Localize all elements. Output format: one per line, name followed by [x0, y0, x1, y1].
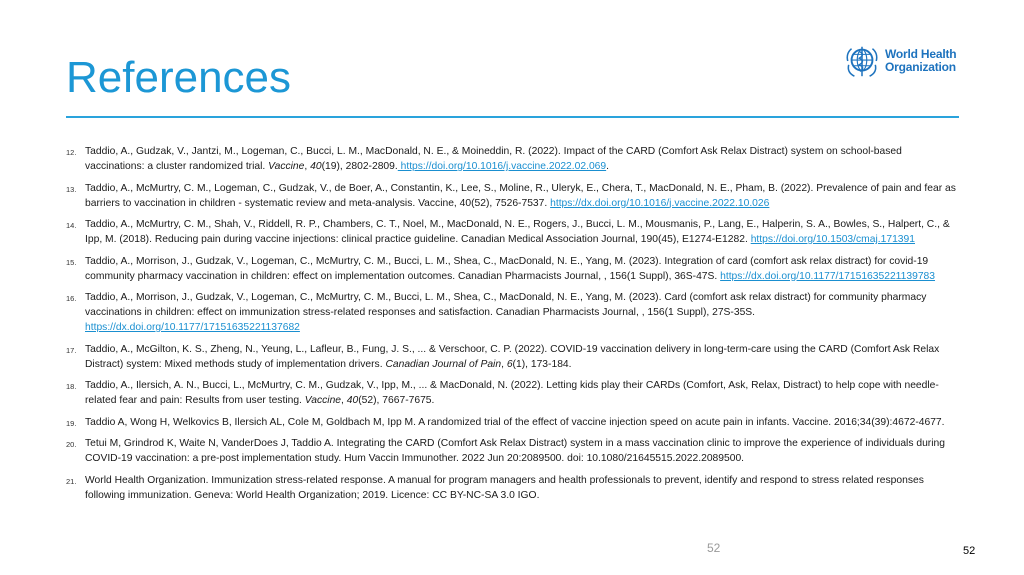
reference-number: 20. — [66, 440, 77, 449]
reference-volume: 6 — [506, 358, 513, 370]
page-title: References — [66, 53, 292, 102]
reference-volume: 40 — [310, 161, 322, 172]
who-emblem-icon — [843, 42, 881, 80]
reference-item — [66, 473, 958, 503]
reference-journal: Vaccine — [304, 395, 342, 406]
reference-number: 17. — [66, 345, 77, 355]
reference-number: 12. — [66, 148, 77, 157]
logo-line-2: Organization — [885, 60, 956, 74]
reference-doi-link[interactable]: https://dx.doi.org/10.1177/17151635221137682 — [85, 322, 300, 333]
reference-item — [66, 290, 958, 335]
reference-separator: , — [341, 395, 347, 406]
reference-number: 15. — [66, 257, 77, 267]
reference-list — [66, 144, 958, 509]
reference-journal: Canadian Journal of Pain — [385, 358, 502, 370]
reference-text: Tetui M, Grindrod K, Waite N, VanderDoes J, Taddio A. Integrating the CARD (Comfort Ask Relax Distract) system in a mass vaccination clinic to improve the experience of individuals during COVID-19 vaccination: a pre-post implementation study. Hum Vaccin Immunother. 2022 Jun 20:2089500. doi: 10.1080/21645515.2022.2089500. — [85, 438, 945, 464]
reference-separator: , — [304, 161, 311, 172]
reference-text: Taddio, A., Ilersich, A. N., Bucci, L., McMurtry, C. M., Gudzak, V., Ipp, M., ... & MacDonald, N. (2022). Letting kids play their CARDs (Comfort, Ask, Relax, Distract) to help cope with needle-related fear and pain: Results from user testing. — [85, 380, 939, 406]
reference-text: Taddio A, Wong H, Welkovics B, Ilersich AL, Cole M, Goldbach M, Ipp M. A randomized trial of the effect of vaccine injection speed on acute pain in infants. Vaccine. 2016;34(39):4672-4677. — [85, 416, 945, 428]
reference-text: World Health Organization. Immunization stress-related response. A manual for program managers and health professionals to prevent, identify and respond to stress related responses following immunization. Geneva: World Health Organization; 2019. Licence: CC BY-NC-SA 3.0 IGO. — [85, 474, 924, 501]
reference-number: 18. — [66, 382, 77, 391]
reference-pages: (1), 173-184. — [512, 358, 572, 370]
reference-item — [66, 254, 958, 284]
reference-end: . — [606, 161, 610, 172]
reference-text: Taddio, A., McMurtry, C. M., Logeman, C., Gudzak, V., de Boer, A., Constantin, K., Lee, S., Moline, R., Uleryk, E., Chera, T., MacDonald, N. E., Pham, B. (2022). Prevalence of pain and fear as barriers to vaccination in children - systematic review and meta-analysis. Vaccine, 40(52), 7526-7537. — [85, 182, 956, 209]
reference-journal: Vaccine — [268, 161, 305, 172]
reference-number: 16. — [66, 294, 77, 303]
reference-pages: (19), 2802-2809. — [321, 161, 398, 172]
reference-text: Taddio, A., Morrison, J., Gudzak, V., Logeman, C., McMurtry, C. M., Bucci, L. M., Shea, C., MacDonald, N. E., Yang, M. (2023). Card (comfort ask relax distract) for community pharmacy vaccinations in children: effect on immunization stress-related responses and satisfaction. Canadian Pharmacists Journal, , 156(1 Suppl), 27S-35S. — [85, 292, 927, 318]
reference-item — [66, 436, 958, 466]
reference-text: Taddio, A., McMurtry, C. M., Shah, V., Riddell, R. P., Chambers, C. T., Noel, M., MacDonald, N. E., Rogers, J., Bucci, L. M., Mousmanis, P., Lang, E., Halperin, S. A., Bowles, S., Halpert, C., & Ipp, M. (2018). Reducing pain during vaccine injections: clinical practice guideline. Canadian Medical Association Journal, 190(45), E1274-E1282. — [85, 219, 950, 245]
logo-line-1: World Health — [885, 47, 957, 61]
who-logo — [843, 40, 963, 82]
reference-doi-link[interactable]: https://doi.org/10.1016/j.vaccine.2022.02.069 — [397, 161, 607, 172]
reference-volume: 40 — [346, 395, 359, 406]
reference-doi-link[interactable]: https://doi.org/10.1503/cmaj.171391 — [750, 234, 915, 245]
reference-item — [66, 378, 958, 408]
reference-number: 14. — [66, 221, 77, 230]
reference-item — [66, 217, 958, 247]
reference-doi-link[interactable]: https://dx.doi.org/10.1016/j.vaccine.2022.10.026 — [550, 197, 770, 209]
reference-text: Taddio, A., Morrison, J., Gudzak, V., Logeman, C., McMurtry, C. M., Bucci, L. M., Shea, C., MacDonald, N. E., Yang, M. (2023). Integration of card (comfort ask relax distract) for covid-19 community pharmacy vaccination in children: effect on implementation outcomes. Canadian Pharmacists Journal, , 156(1 Suppl), 36S-47S. — [85, 255, 929, 282]
reference-text: Taddio, A., Gudzak, V., Jantzi, M., Logeman, C., Bucci, L. M., MacDonald, N. E., & Moineddin, R. (2022). Impact of the CARD (Comfort Ask Relax Distract) system on school-based vaccinations: a cluster randomized trial. — [85, 146, 902, 172]
reference-pages: (52), 7667-7675. — [358, 395, 435, 406]
reference-number: 13. — [66, 184, 77, 194]
reference-number: 19. — [66, 418, 77, 428]
page-number: 52 — [707, 541, 721, 555]
reference-item — [66, 342, 958, 372]
slide-number: 52 — [963, 545, 976, 557]
reference-doi-link[interactable]: https://dx.doi.org/10.1177/17151635221139783 — [720, 270, 936, 282]
reference-text: Taddio, A., McGilton, K. S., Zheng, N., Yeung, L., Lafleur, B., Fung, J. S., ... & Verschoor, C. P. (2022). COVID-19 vaccination delivery in long-term-care using the CARD (Comfort Ask Relax Distract) system: Mixed methods study of implementation drivers. — [85, 343, 940, 370]
reference-number: 21. — [66, 476, 77, 486]
title-divider — [66, 116, 959, 118]
reference-separator: , — [501, 358, 507, 370]
reference-item — [66, 144, 958, 174]
reference-item — [66, 181, 958, 211]
reference-item — [66, 415, 958, 430]
